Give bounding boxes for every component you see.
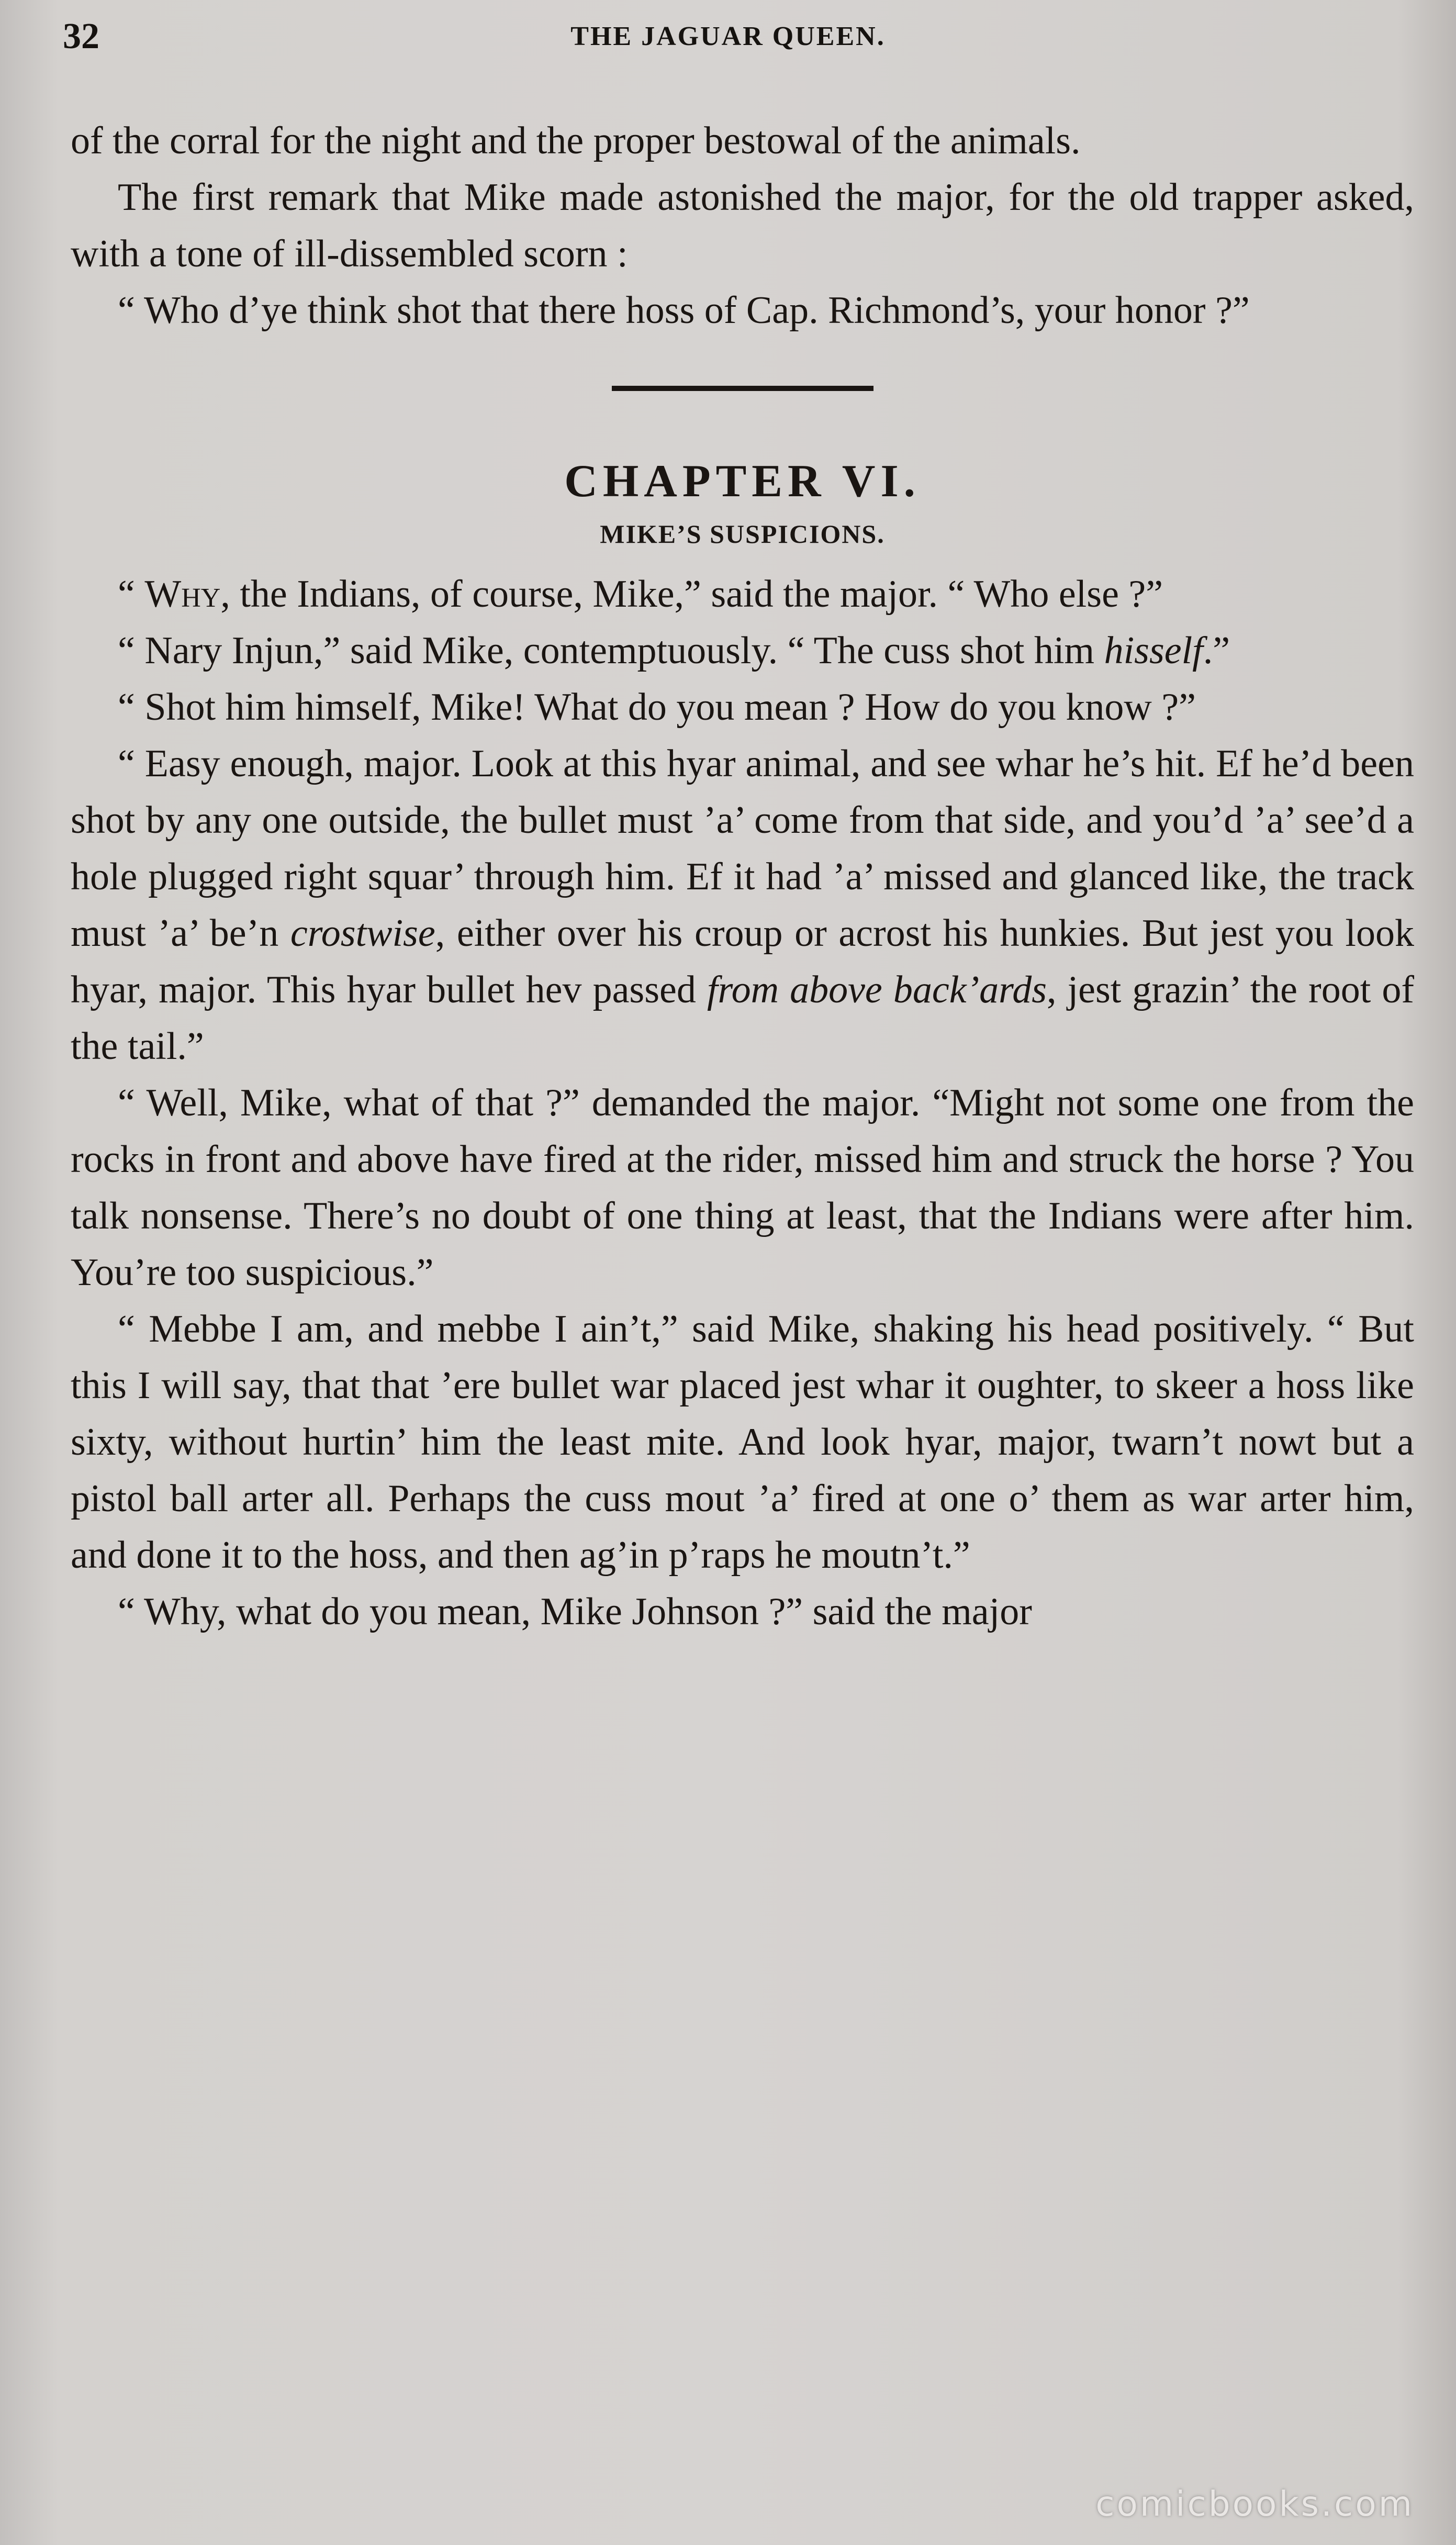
paragraph: “ Why, what do you mean, Mike Johnson ?” said the major	[118, 1590, 1032, 1633]
paragraph: The first remark that Mike made astonished the major, for the old trapper asked, with a tone of ill-dissembled scorn :	[71, 176, 1414, 275]
paragraph-text: “ Easy enough, major. Look at this hyar animal, and see whar he’s hit. Ef he’d been shot by any one outside, the bullet must ’a’ come from that side, and you’d ’a’ see’d a hole plugged right squar’ through him. Ef it had ’a’ missed and glanced like, the track must ’a’ be’n	[71, 742, 1414, 955]
paragraph	[71, 622, 1414, 679]
paragraph: of the corral for the night and the proper bestowal of the animals.	[71, 119, 1081, 162]
paragraph-text: , the Indians, of course, Mike,” said the major. “ Who else ?”	[220, 573, 1163, 616]
italic-phrase: from above back’ards	[707, 968, 1047, 1011]
chapter-title: CHAPTER VI.	[564, 456, 921, 507]
small-caps-word: Why	[144, 573, 221, 616]
running-header	[58, 10, 1398, 68]
paragraph-text: , jest grazin’ the root of the tail.”	[71, 968, 1414, 1068]
quote-open: “	[118, 573, 145, 616]
paragraph	[71, 735, 1414, 1075]
paragraph	[71, 566, 1414, 622]
running-title: THE JAGUAR QUEEN.	[570, 21, 886, 51]
paragraph-text: “ Nary Injun,” said Mike, contemptuously. “ The cuss shot him	[118, 629, 1104, 672]
italic-word: hisself	[1104, 629, 1203, 672]
chapter-subtitle: MIKE’S SUSPICIONS.	[600, 519, 885, 549]
paragraph-text: , either over his croup or acrost his hunkies. But jest you look hyar, major. This hyar bullet hev passed	[71, 912, 1414, 1011]
paragraph: “ Who d’ye think shot that there hoss of Cap. Richmond’s, your honor ?”	[118, 289, 1250, 332]
paragraph: “ Shot him himself, Mike! What do you mean ? How do you know ?”	[118, 686, 1196, 729]
page-text	[71, 113, 1414, 1640]
italic-word: crostwise	[290, 912, 435, 955]
page-number: 32	[63, 16, 99, 57]
watermark: comicbooks.com	[1095, 2484, 1414, 2524]
paragraph: “ Well, Mike, what of that ?” demanded the major. “Might not some one from the rocks in front and above have fired at the rider, missed him and struck the horse ? You talk nonsense. There’s no doubt of one thing at least, that the Indians were after him. You’re too suspicious.”	[71, 1081, 1414, 1294]
paragraph: “ Mebbe I am, and mebbe I ain’t,” said Mike, shaking his head positively. “ But this I will say, that that ’ere bullet war placed jest whar it oughter, to skeer a hoss like sixty, without hurtin’ him the least mite. And look hyar, major, twarn’t nowt but a pistol ball arter all. Perhaps the cuss mout ’a’ fired at one o’ them as war arter him, and done it to the hoss, and then ag’in p’raps he moutn’t.”	[71, 1308, 1414, 1577]
paragraph-text: .”	[1203, 629, 1230, 672]
section-divider	[612, 386, 873, 391]
